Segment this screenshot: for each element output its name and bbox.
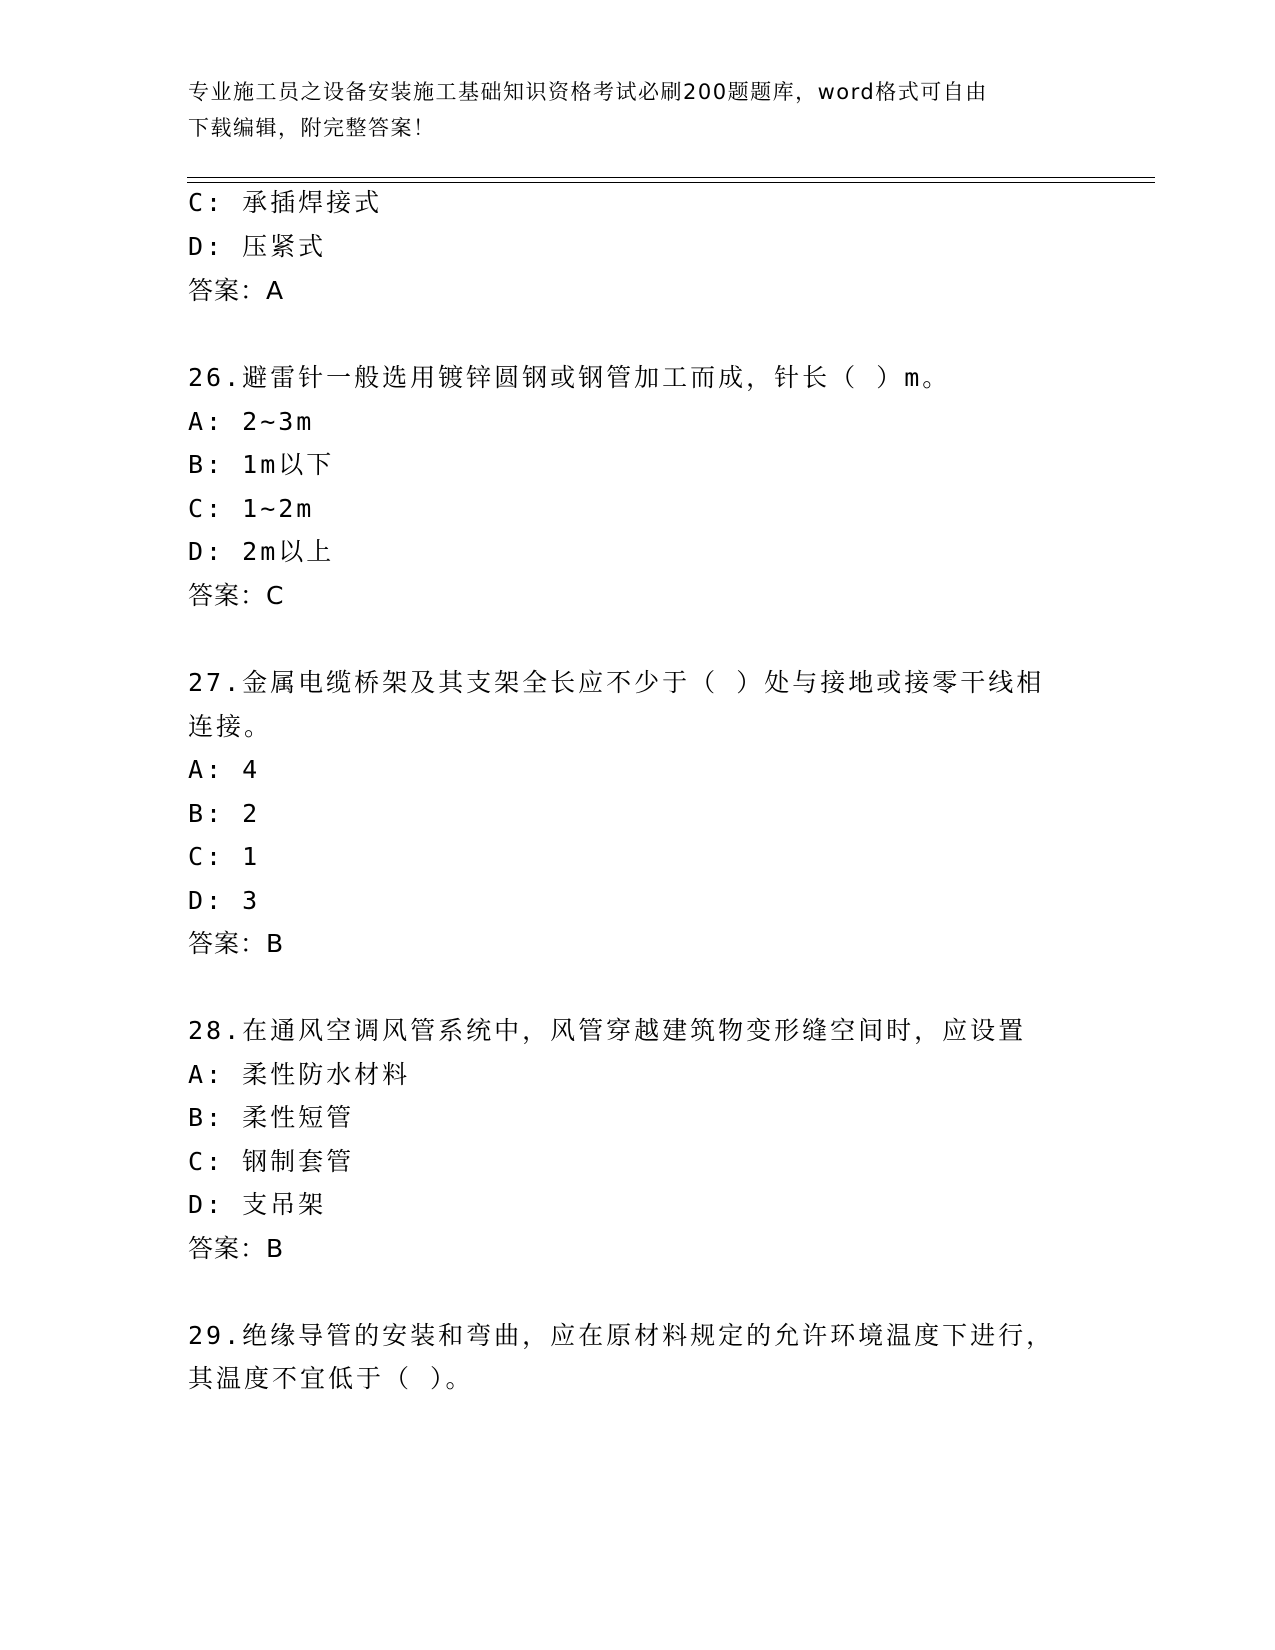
option-c-line: C: 钢制套管: [188, 1147, 355, 1176]
question-line: 29.绝缘导管的安装和弯曲，应在原材料规定的允许环境温度下进行，: [188, 1321, 1055, 1350]
option-d-line: D: 压紧式: [188, 232, 327, 261]
option-a-line: A: 4: [188, 755, 261, 784]
option-a-line: A: 柔性防水材料: [188, 1060, 411, 1089]
option-b-line: B: 柔性短管: [188, 1103, 355, 1132]
option-b-line: B: 2: [188, 799, 261, 828]
answer-line: 答案：B: [188, 1234, 285, 1263]
option-c-line: C: 1: [188, 842, 261, 871]
answer-line: 答案：B: [188, 929, 285, 958]
option-a-line: A: 2~3m: [188, 407, 315, 436]
option-d-line: D: 2m以上: [188, 537, 335, 566]
question-line: 26.避雷针一般选用镀锌圆钢或钢管加工而成，针长（ ）m。: [188, 363, 951, 392]
option-d-line: D: 3: [188, 886, 261, 915]
header-rule-top: [187, 177, 1155, 178]
question-line: 27.金属电缆桥架及其支架全长应不少于（ ）处与接地或接零干线相: [188, 668, 1045, 697]
header-rule-bottom: [187, 182, 1155, 183]
question-continuation-line: 连接。: [188, 712, 273, 741]
question-continuation-line: 其温度不宜低于（ ）。: [188, 1364, 474, 1393]
document-header: 专业施工员之设备安装施工基础知识资格考试必刷200题题库，word格式可自由 下载编辑，附完整答案！: [188, 80, 988, 140]
question-line: 28.在通风空调风管系统中，风管穿越建筑物变形缝空间时，应设置: [188, 1016, 1027, 1045]
option-c-line: C: 承插焊接式: [188, 188, 383, 217]
answer-line: 答案：A: [188, 276, 285, 305]
answer-line: 答案：C: [188, 581, 285, 610]
option-b-line: B: 1m以下: [188, 450, 335, 479]
option-d-line: D: 支吊架: [188, 1190, 327, 1219]
option-c-line: C: 1~2m: [188, 494, 315, 523]
